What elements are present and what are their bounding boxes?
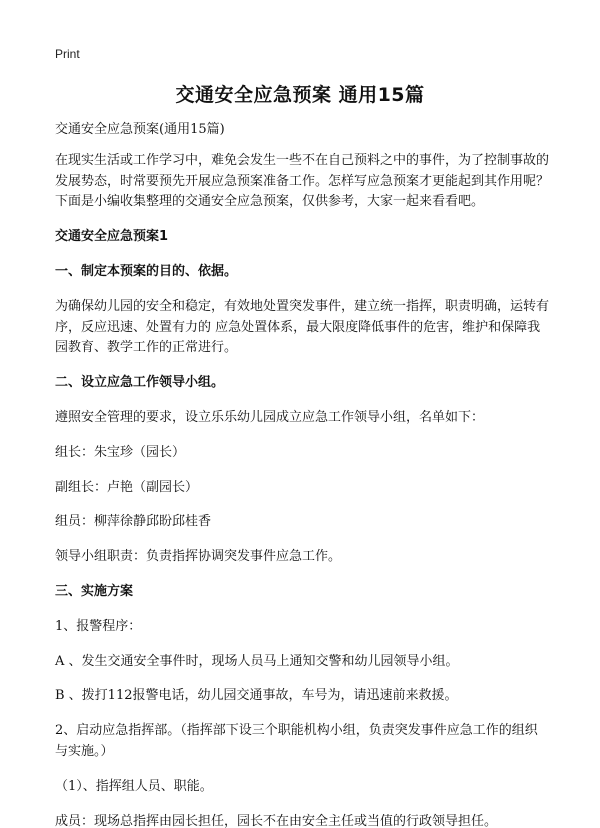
list-item: （1）、指挥组人员、职能。 [55,778,213,794]
members-line: 组员：柳萍徐静邱盼邱桂香 [55,514,212,530]
duty-line: 领导小组职责：负责指挥协调突发事件应急工作。 [55,549,342,565]
paragraph-purpose: 为确保幼儿园的安全和稳定，有效地处置突发事件，建立统一指挥，职责明确，运转有序，反应迅速、处置有力的 应急处置体系，最大限度降低事件的危害，维护和保障我园教育、教学工作的正常进行。 [55,298,550,356]
print-label: Print [55,47,80,61]
list-item: 成员：现场总指挥由园长担任，园长不在由安全主任或当值的行政领导担任。 [55,813,498,828]
vice-leader-line: 副组长：卢艳（副园长） [55,479,199,495]
heading-purpose: 一、制定本预案的目的、依据。 [55,263,238,279]
paragraph-leadership: 遵照安全管理的要求，设立乐乐幼儿园成立应急工作领导小组，名单如下： [55,409,485,425]
heading-implementation: 三、实施方案 [55,583,134,599]
section-title: 交通安全应急预案1 [55,229,169,245]
list-item: B 、拨打112报警电话，幼儿园交通事故，车号为，请迅速前来救援。 [55,688,458,704]
leader-line: 组长：朱宝珍（园长） [55,444,186,460]
document-title: 交通安全应急预案 通用15篇 [175,84,425,106]
document-subtitle: 交通安全应急预案(通用15篇) [55,122,225,137]
document-body [55,120,550,828]
list-item: 2、启动应急指挥部。（指挥部下设三个职能机构小组，负责突发事件应急工作的组织与实施。） [55,723,538,759]
heading-leadership: 二、设立应急工作领导小组。 [55,375,225,391]
list-item: A 、发生交通安全事件时，现场人员马上通知交警和幼儿园领导小组。 [55,653,459,669]
list-item: 1、报警程序： [55,618,142,634]
intro-paragraph: 在现实生活或工作学习中，难免会发生一些不在自己预料之中的事件，为了控制事故的发展势态，时常要预先开展应急预案准备工作。怎样写应急预案才更能起到其作用呢？下面是小编收集整理的交通安全应急预案，仅供参考，大家一起来看看吧。 [55,152,550,210]
